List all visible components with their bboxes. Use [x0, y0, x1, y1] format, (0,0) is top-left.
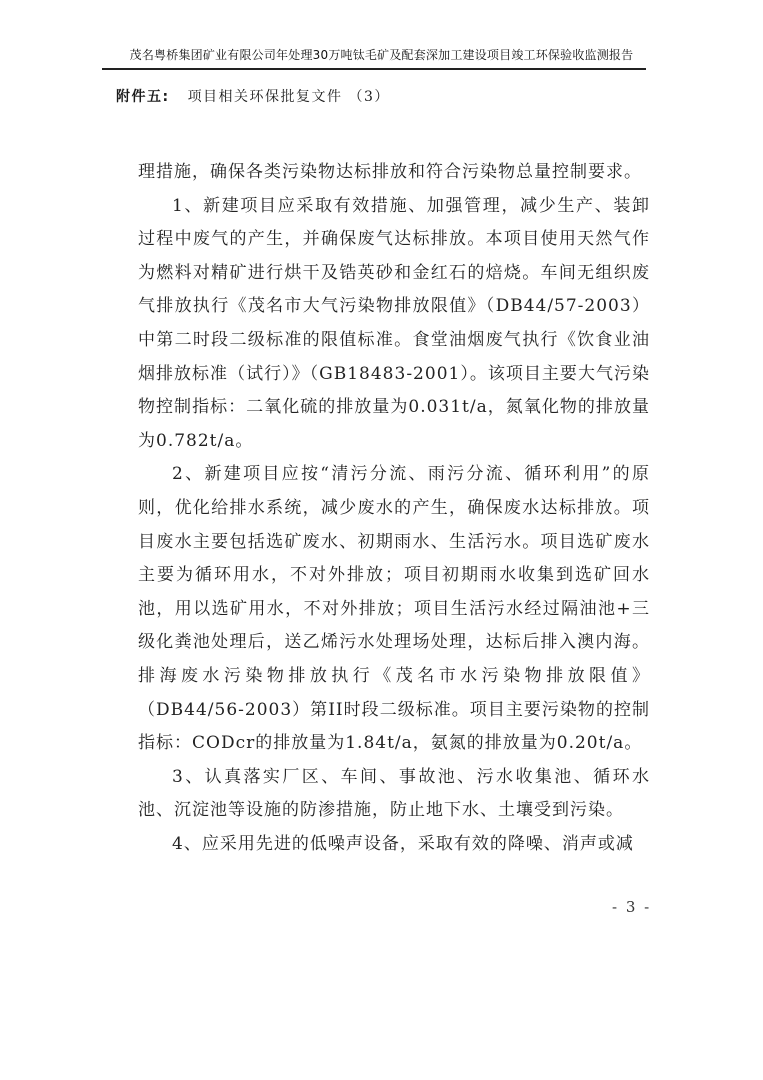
attachment-heading: [116, 86, 390, 106]
attachment-title: 项目相关环保批复文件 （3）: [187, 89, 390, 105]
paragraph-continuation: 理措施，确保各类污染物达标排放和符合污染物总量控制要求。: [138, 162, 642, 182]
paragraph-wastewater: 2、新建项目应按“清污分流、雨污分流、循环利用”的原则，优化给排水系统，减少废水的产生，确保废水达标排放。项目废水主要包括选矿废水、初期雨水、生活污水。项目选矿废水主要为循环用水，不对外排放；项目初期雨水收集到选矿回水池，用以选矿用水，不对外排放；项目生活污水经过隔油池+三级化粪池处理后，送乙烯污水处理场处理，达标后排入澳内海。排海废水污染物排放执行《茂名市水污染物排放限值》（DB44/56-2003）第II时段二级标准。项目主要污染物的控制指标：CODcr的排放量为1.84t/a，氨氮的排放量为0.20t/a。: [138, 464, 650, 754]
paragraph-noise: 4、应采用先进的低噪声设备，采取有效的降噪、消声或减: [172, 833, 634, 854]
page-number: - 3 -: [612, 898, 652, 916]
document-body: [138, 156, 650, 861]
paragraph-seepage-prevention: 3、认真落实厂区、车间、事故池、污水收集池、循环水池、沉淀池等设施的防渗措施，防止地下水、土壤受到污染。: [138, 766, 650, 821]
attachment-label: 附件五:: [116, 89, 170, 105]
paragraph-air-emissions: 1、新建项目应采取有效措施、加强管理，减少生产、装卸过程中废气的产生，并确保废气达标排放。本项目使用天然气作为燃料对精矿进行烘干及锆英砂和金红石的焙烧。车间无组织废气排放执行《茂名市大气污染物排放限值》（DB44/57-2003）中第二时段二级标准的限值标准。食堂油烟废气执行《饮食业油烟排放标准（试行）》（GB18483-2001）。该项目主要大气污染物控制指标：二氧化硫的排放量为0.031t/a，氮氧化物的排放量为0.782t/a。: [138, 195, 650, 451]
header-divider: [102, 68, 646, 70]
report-header-title: 茂名粤桥集团矿业有限公司年处理30万吨钛毛矿及配套深加工建设项目竣工环保验收监测报告: [129, 48, 634, 62]
